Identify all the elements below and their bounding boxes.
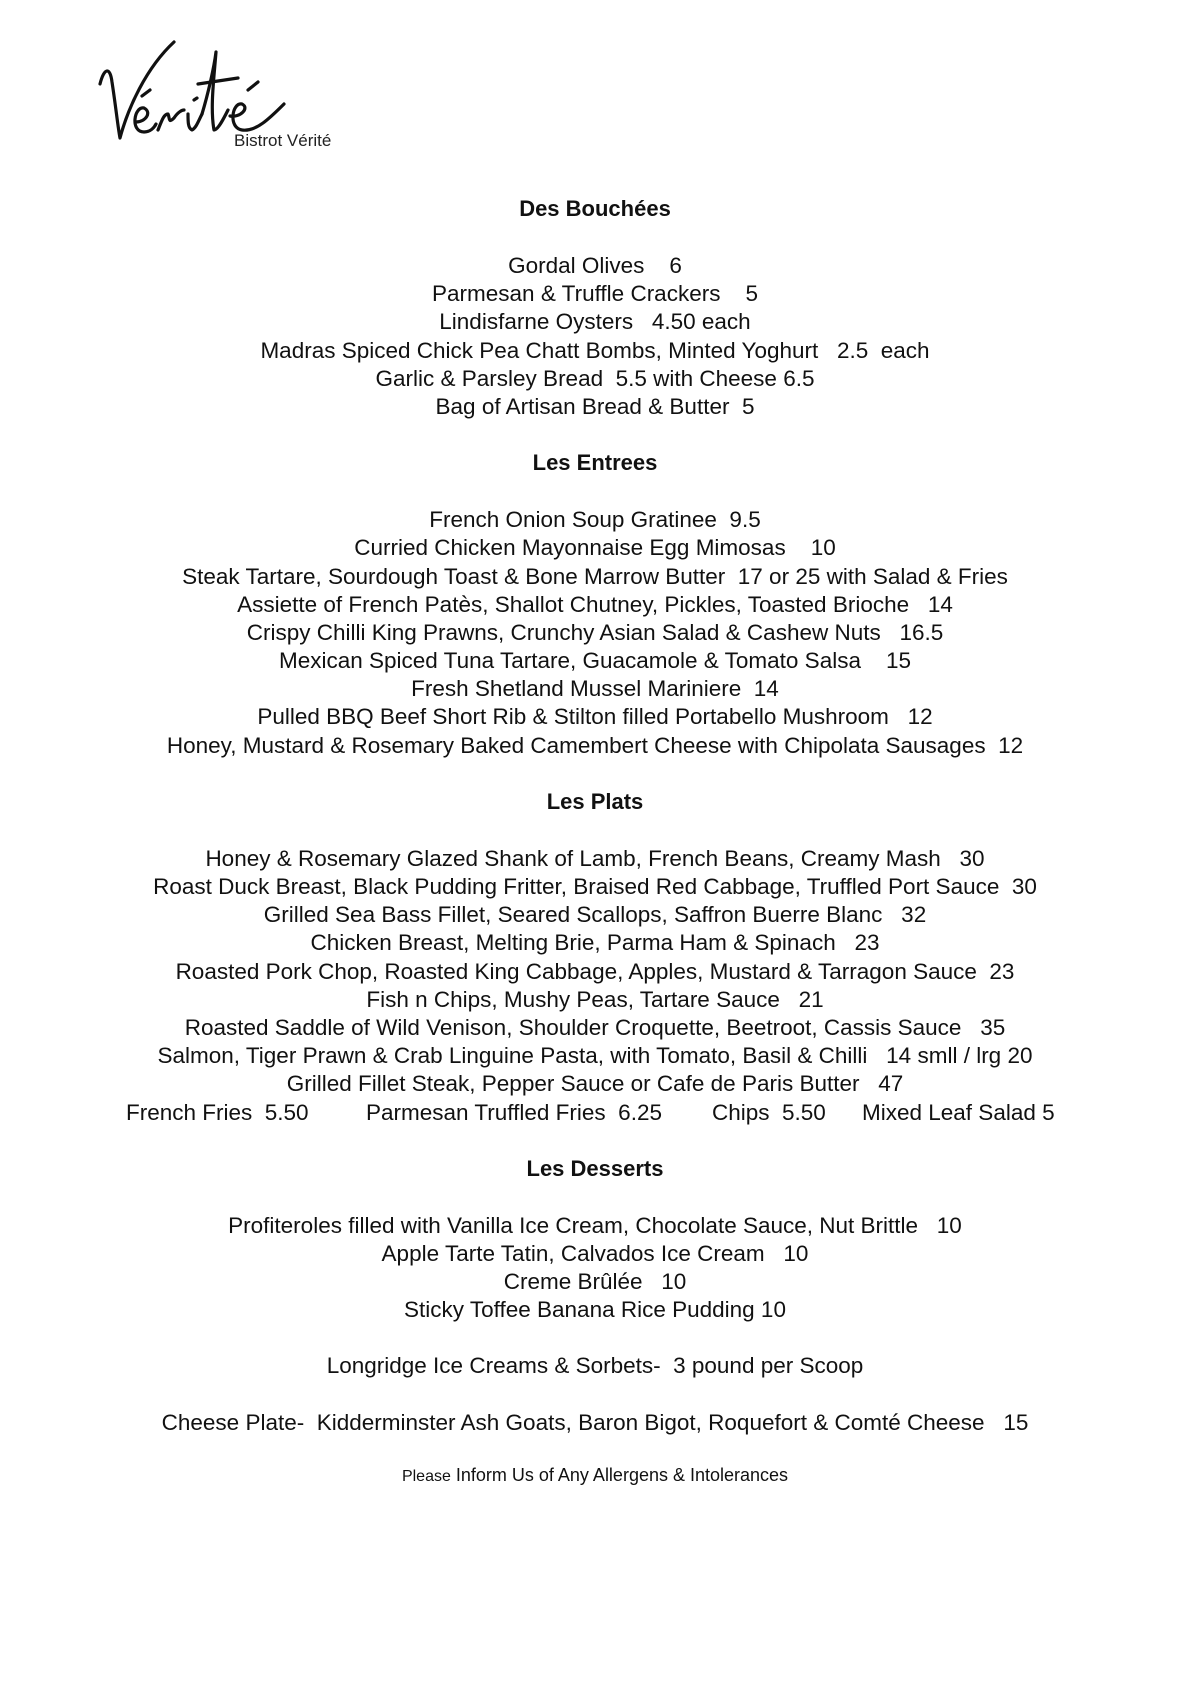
menu-item: Assiette of French Patès, Shallot Chutney, Pickles, Toasted Brioche 14 — [237, 591, 953, 617]
allergen-note-please: Please — [401, 1467, 451, 1485]
menu-item: Steak Tartare, Sourdough Toast & Bone Marrow Butter 17 or 25 with Salad & Fries — [182, 563, 1008, 589]
menu-item: Roast Duck Breast, Black Pudding Fritter, Braised Red Cabbage, Truffled Port Sauce 30 — [153, 874, 1037, 899]
menu-item: Creme Brûlée 10 — [503, 1269, 687, 1295]
menu-item: Honey & Rosemary Glazed Shank of Lamb, French Beans, Creamy Mash 30 — [205, 845, 985, 871]
allergen-note-text: Inform Us of Any Allergens & Intolerances — [455, 1464, 789, 1485]
menu-item: Curried Chicken Mayonnaise Egg Mimosas 10 — [354, 535, 836, 561]
menu-item: Chicken Breast, Melting Brie, Parma Ham & Spinach 23 — [310, 930, 880, 956]
menu-body — [0, 195, 1190, 1489]
section-title-entrees: Les Entrees — [532, 450, 658, 476]
desserts-list — [0, 1212, 1190, 1325]
section-desserts — [0, 1155, 1190, 1437]
side-item-french-fries: French Fries 5.50 — [126, 1099, 309, 1125]
menu-item: Apple Tarte Tatin, Calvados Ice Cream 10 — [381, 1240, 809, 1266]
menu-item: Crispy Chilli King Prawns, Crunchy Asian Salad & Cashew Nuts 16.5 — [246, 619, 944, 645]
cheese-plate-line: Cheese Plate- Kidderminster Ash Goats, Baron Bigot, Roquefort & Comté Cheese 15 — [161, 1409, 1029, 1435]
bouchees-list — [0, 252, 1190, 421]
menu-item: Fish n Chips, Mushy Peas, Tartare Sauce 21 — [366, 986, 824, 1012]
side-item-truffled-fries: Parmesan Truffled Fries 6.25 — [366, 1099, 662, 1125]
menu-item: Garlic & Parsley Bread 5.5 with Cheese 6.5 — [375, 365, 815, 391]
plats-list — [0, 845, 1190, 1127]
allergen-note — [0, 1463, 1190, 1489]
section-plats — [0, 788, 1190, 1127]
menu-item: Grilled Sea Bass Fillet, Seared Scallops, Saffron Buerre Blanc 32 — [263, 902, 927, 928]
menu-item: Profiteroles filled with Vanilla Ice Cream, Chocolate Sauce, Nut Brittle 10 — [228, 1212, 962, 1238]
menu-item: Lindisfarne Oysters 4.50 each — [439, 309, 751, 335]
menu-item: Pulled BBQ Beef Short Rib & Stilton filled Portabello Mushroom 12 — [257, 704, 933, 730]
menu-item: Parmesan & Truffle Crackers 5 — [432, 281, 758, 307]
menu-item: Grilled Fillet Steak, Pepper Sauce or Cafe de Paris Butter 47 — [286, 1071, 904, 1097]
menu-item: Fresh Shetland Mussel Mariniere 14 — [411, 676, 779, 702]
menu-item: Salmon, Tiger Prawn & Crab Linguine Pasta, with Tomato, Basil & Chilli 14 smll / lrg 20 — [157, 1043, 1033, 1069]
side-item-mixed-salad: Mixed Leaf Salad 5 — [862, 1099, 1055, 1125]
section-entrees — [0, 449, 1190, 760]
menu-item: French Onion Soup Gratinee 9.5 — [429, 507, 761, 533]
sides-row — [0, 1099, 1190, 1127]
menu-item: Honey, Mustard & Rosemary Baked Camembert Cheese with Chipolata Sausages 12 — [166, 732, 1024, 758]
section-bouchees — [0, 195, 1190, 421]
section-title-bouchees: Des Bouchées — [519, 196, 671, 221]
brand-logo — [98, 38, 358, 158]
entrees-list — [0, 506, 1190, 760]
menu-item: Mexican Spiced Tuna Tartare, Guacamole & Tomato Salsa 15 — [278, 648, 911, 674]
brand-subtitle: Bistrot Vérité — [234, 131, 332, 150]
menu-item: Madras Spiced Chick Pea Chatt Bombs, Minted Yoghurt 2.5 each — [260, 337, 930, 363]
menu-item: Roasted Saddle of Wild Venison, Shoulder Croquette, Beetroot, Cassis Sauce 35 — [184, 1014, 1006, 1040]
section-title-plats: Les Plats — [546, 788, 644, 814]
side-item-chips: Chips 5.50 — [712, 1099, 826, 1125]
menu-item: Gordal Olives 6 — [508, 253, 682, 278]
menu-item: Roasted Pork Chop, Roasted King Cabbage, Apples, Mustard & Tarragon Sauce 23 — [175, 958, 1015, 984]
ice-creams-line: Longridge Ice Creams & Sorbets- 3 pound per Scoop — [326, 1353, 864, 1379]
menu-item: Bag of Artisan Bread & Butter 5 — [435, 393, 755, 419]
menu-item: Sticky Toffee Banana Rice Pudding 10 — [404, 1297, 786, 1323]
section-title-desserts: Les Desserts — [526, 1155, 664, 1181]
